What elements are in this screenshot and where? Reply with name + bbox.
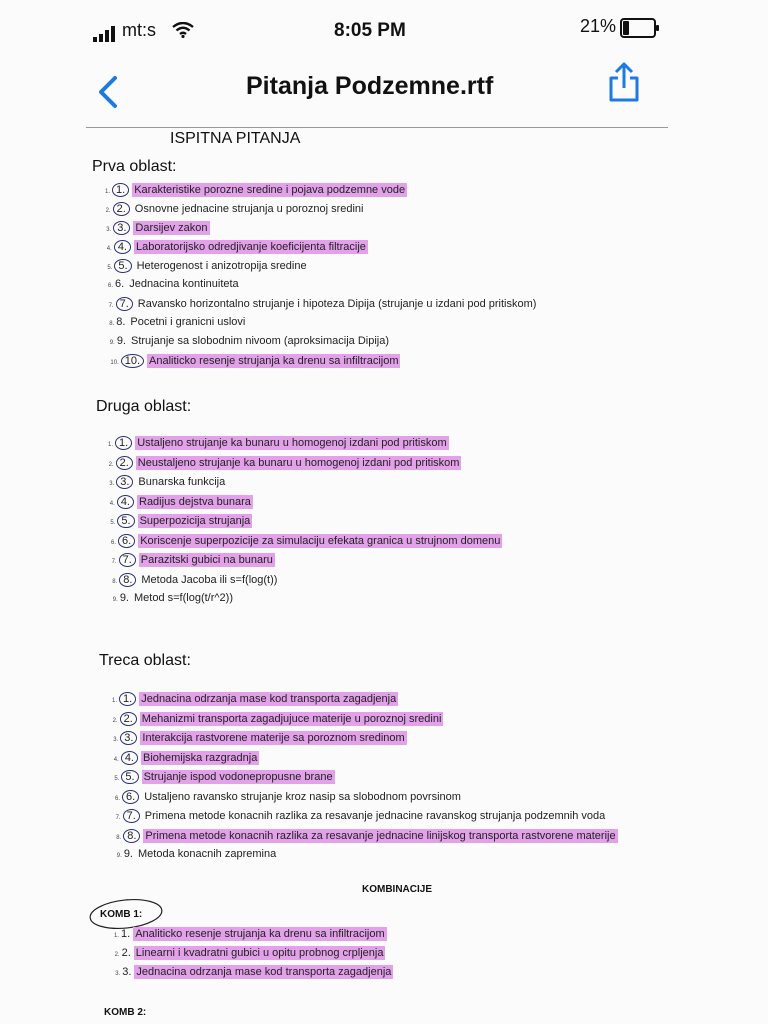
item-text: Koriscenje superpozicije za simulaciju efekata granica u strujnom domenu (140, 534, 501, 547)
item-text: Metoda konacnih zapremina (138, 848, 277, 860)
item-prefix: 4. (109, 500, 115, 507)
item-number: 2. (113, 202, 130, 216)
item-text: Jednacina odrzanja mase kod transporta zagadjenja (136, 966, 392, 978)
item-prefix: 6. (115, 795, 121, 802)
item-number: 7. (123, 809, 140, 823)
list-item (117, 848, 278, 860)
item-text: Parazitski gubici na bunaru (140, 554, 273, 566)
komb1-title: KOMB 1: (100, 909, 143, 920)
carrier-name: mt:s (122, 20, 156, 40)
item-text: Heterogenost i anizotropija sredine (136, 260, 307, 272)
item-number: 8. (119, 573, 136, 587)
item-prefix: 7. (111, 559, 117, 565)
list-item (107, 240, 368, 254)
list-item (113, 712, 444, 726)
item-number: 9. (119, 592, 129, 604)
item-text: Radijus dejstva bunara (139, 495, 251, 508)
item-number: 3. (122, 966, 132, 978)
item-text: Analiticko resenje strujanja ka drenu sa infiltracijom (149, 355, 399, 367)
list-item (114, 751, 260, 765)
list-item (112, 573, 279, 587)
item-text: Superpozicija strujanja (139, 515, 251, 527)
item-number: 5. (117, 514, 134, 528)
list-item (115, 966, 393, 978)
item-number: 4. (117, 495, 134, 509)
item-prefix: 1. (114, 933, 120, 939)
item-number: 2. (120, 712, 137, 726)
list-item (113, 731, 406, 745)
item-prefix: 7. (108, 303, 114, 309)
item-number: 9. (116, 335, 126, 347)
item-number: 1. (119, 692, 136, 706)
kombinacije-heading: KOMBINACIJE (362, 884, 433, 895)
item-prefix: 6. (111, 539, 117, 546)
item-text: Primena metode konacnih razlika za resavanje jednacine linijskog transporta rastvorene materije (145, 829, 616, 842)
item-prefix: 1. (108, 442, 114, 448)
item-prefix: 6. (108, 283, 114, 289)
list-item (115, 947, 386, 959)
item-text: Metod s=f(log(t/r^2)) (134, 592, 233, 604)
item-prefix: 9. (112, 597, 118, 603)
item-text: Osnovne jednacine strujanja u poroznoj sredini (134, 203, 364, 215)
item-number: 4. (121, 751, 138, 765)
list-item (105, 183, 407, 197)
item-prefix: 3. (113, 737, 119, 743)
item-prefix: 8. (109, 321, 115, 327)
item-number: 6. (118, 534, 135, 548)
item-prefix: 2. (105, 208, 111, 214)
section-title: Prva oblast: (92, 158, 177, 175)
list-item (106, 202, 366, 216)
list-item (112, 553, 275, 567)
item-text: Karakteristike porozne sredine i pojava podzemne vode (134, 184, 406, 196)
list-item (106, 221, 209, 235)
item-prefix: 2. (114, 952, 120, 958)
item-prefix: 3. (106, 227, 112, 233)
list-item (116, 809, 608, 823)
item-text: Biohemijska razgradnja (143, 751, 258, 764)
item-number: 5. (121, 770, 138, 784)
list-item (114, 770, 334, 784)
item-number: 9. (123, 848, 133, 860)
document-title: Pitanja Podzemne.rtf (246, 72, 494, 100)
item-text: Laboratorijsko odredjivanje koeficijenta filtracije (136, 241, 366, 253)
item-prefix: 7. (115, 815, 121, 821)
item-text: Ustaljeno strujanje ka bunaru u homogenoj izdani pod pritiskom (137, 437, 447, 449)
item-prefix: 10. (110, 360, 119, 366)
list-item (107, 259, 308, 273)
battery-percent: 21% (580, 16, 617, 36)
item-prefix: 8. (116, 834, 122, 841)
item-number: 8. (116, 316, 126, 328)
item-text: Linearni i kvadratni gubici u opitu probnog crpljenja (135, 947, 384, 959)
item-text: Jednacina odrzanja mase kod transporta zagadjenja (141, 693, 397, 705)
list-item (109, 456, 462, 470)
item-text: Ravansko horizontalno strujanje i hipoteza Dipija (strujanje u izdani pod pritiskom) (137, 298, 537, 310)
item-number: 1. (112, 183, 129, 197)
item-text: Primena metode konacnih razlika za resavanje jednacine ravanskog strujanja podzemnih voda (144, 810, 606, 822)
item-text: Pocetni i granicni uslovi (130, 316, 246, 328)
section-title: Treca oblast: (99, 652, 191, 669)
item-prefix: 9. (109, 340, 115, 346)
list-item (108, 278, 241, 290)
item-text: Mehanizmi transporta zagadjujuce materije u poroznoj sredini (141, 712, 442, 725)
list-item (110, 514, 252, 528)
item-number: 4. (114, 240, 131, 254)
section-title: Druga oblast: (96, 398, 192, 415)
list-item (109, 316, 247, 328)
list-item (115, 790, 463, 804)
item-text: Neustaljeno strujanje ka bunaru u homogenoj izdani pod pritiskom (137, 456, 460, 469)
item-prefix: 1. (105, 189, 111, 195)
list-item (110, 495, 253, 509)
item-prefix: 8. (112, 578, 118, 585)
item-text: Analiticko resenje strujanja ka drenu sa infiltracijom (135, 928, 385, 940)
item-number: 3. (113, 221, 130, 235)
list-item (111, 534, 502, 548)
list-item (114, 928, 387, 940)
item-text: Interakcija rastvorene materije sa poroznom sredinom (142, 732, 405, 744)
list-item (110, 354, 400, 368)
item-prefix: 5. (110, 520, 116, 526)
item-prefix: 5. (107, 265, 113, 271)
item-prefix: 3. (115, 971, 121, 977)
item-number: 10. (121, 354, 144, 368)
item-prefix: 9. (116, 853, 122, 859)
list-item (113, 592, 235, 604)
item-number: 7. (119, 553, 136, 567)
item-number: 5. (114, 259, 131, 273)
item-number: 6. (115, 278, 125, 290)
item-number: 1. (121, 928, 131, 940)
item-number: 2. (121, 947, 131, 959)
item-text: Darsijev zakon (135, 222, 208, 234)
item-prefix: 2. (108, 461, 114, 468)
item-number: 7. (116, 297, 133, 311)
komb2-title: KOMB 2: (104, 1007, 147, 1018)
item-prefix: 1. (112, 698, 118, 704)
item-number: 8. (123, 829, 140, 843)
list-item (108, 436, 449, 450)
item-prefix: 5. (114, 776, 120, 782)
item-number: 6. (122, 790, 139, 804)
item-text: Strujanje sa slobodnim nivoom (aproksimacija Dipija) (131, 335, 389, 347)
status-time: 8:05 PM (334, 20, 406, 41)
item-number: 1. (115, 436, 132, 450)
list-item (110, 335, 391, 347)
item-prefix: 4. (113, 756, 119, 763)
doc-heading: ISPITNA PITANJA (170, 130, 301, 147)
item-text: Ustaljeno ravansko strujanje kroz nasip sa slobodnom povrsinom (144, 790, 461, 803)
item-prefix: 3. (109, 481, 115, 487)
item-text: Strujanje ispod vodonepropusne brane (143, 771, 333, 783)
item-number: 2. (116, 456, 133, 470)
list-item (109, 297, 539, 311)
item-number: 3. (116, 475, 133, 489)
list-item (112, 692, 398, 706)
item-text: Bunarska funkcija (138, 476, 226, 488)
item-prefix: 2. (112, 717, 118, 724)
item-prefix: 4. (106, 246, 112, 252)
item-text: Jednacina kontinuiteta (129, 278, 239, 290)
list-item (116, 829, 617, 843)
item-number: 3. (120, 731, 137, 745)
item-text: Metoda Jacoba ili s=f(log(t)) (141, 573, 278, 586)
list-item (109, 475, 227, 489)
